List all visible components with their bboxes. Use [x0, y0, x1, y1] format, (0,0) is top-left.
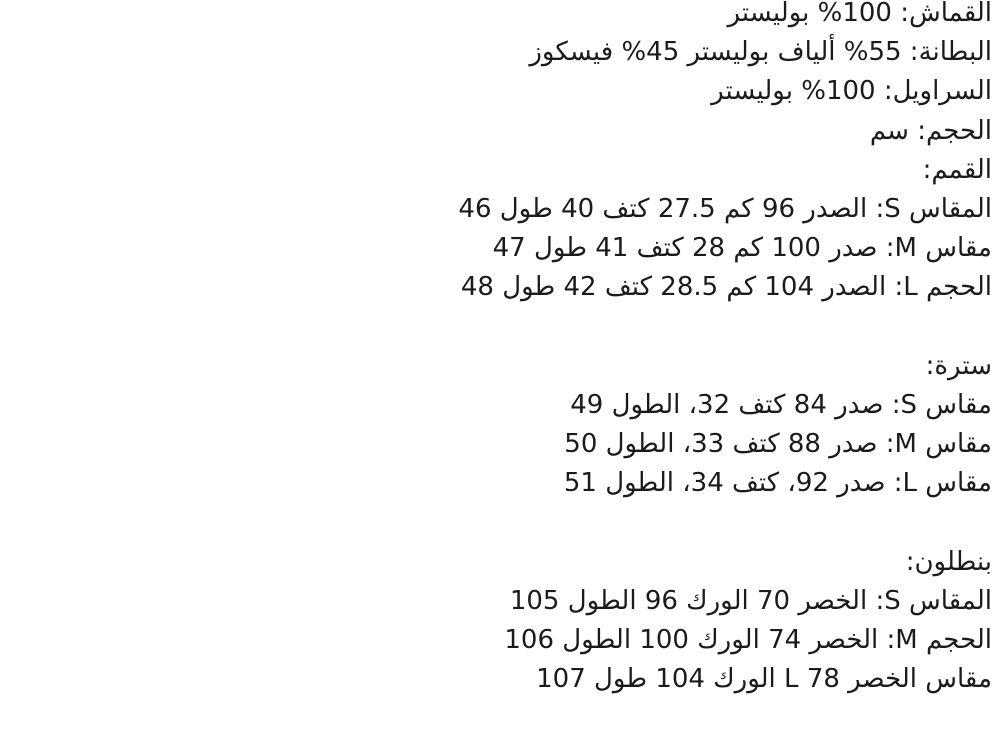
pants-heading: بنطلون: [905, 546, 992, 577]
jacket-heading: سترة: [925, 350, 992, 381]
pants-size-m: الحجم M: الخصر 74 الورك 100 الطول 106 [504, 625, 992, 655]
fabric-line: القماش: 100% بوليستر [727, 0, 992, 28]
pants-size-s: المقاس S: الخصر 70 الورك 96 الطول 105 [509, 585, 992, 616]
lining-line: البطانة: 55% ألياف بوليستر 45% فيسكوز [529, 37, 992, 68]
section-spacer [12, 308, 992, 347]
tops-size-l: الحجم L: الصدر 104 كم 28.5 كتف 42 طول 48 [460, 272, 992, 303]
section-spacer [12, 503, 992, 542]
tops-heading: القمم: [922, 154, 992, 185]
size-chart-document [12, 0, 992, 699]
tops-size-m: مقاس M: صدر 100 كم 28 كتف 41 طول 47 [492, 233, 992, 264]
tops-size-s: المقاس S: الصدر 96 كم 27.5 كتف 40 طول 46 [458, 193, 992, 224]
jacket-size-s: مقاس S: صدر 84 كتف 32، الطول 49 [570, 389, 992, 420]
jacket-size-m: مقاس M: صدر 88 كتف 33، الطول 50 [564, 429, 992, 460]
pants-size-l: مقاس الخصر 78 L الورك 104 طول 107 [536, 664, 992, 695]
size-unit-line: الحجم: سم [869, 115, 992, 146]
jacket-size-l: مقاس L: صدر 92، كتف 34، الطول 51 [563, 468, 992, 499]
trousers-material-line: السراويل: 100% بوليستر [711, 76, 992, 107]
